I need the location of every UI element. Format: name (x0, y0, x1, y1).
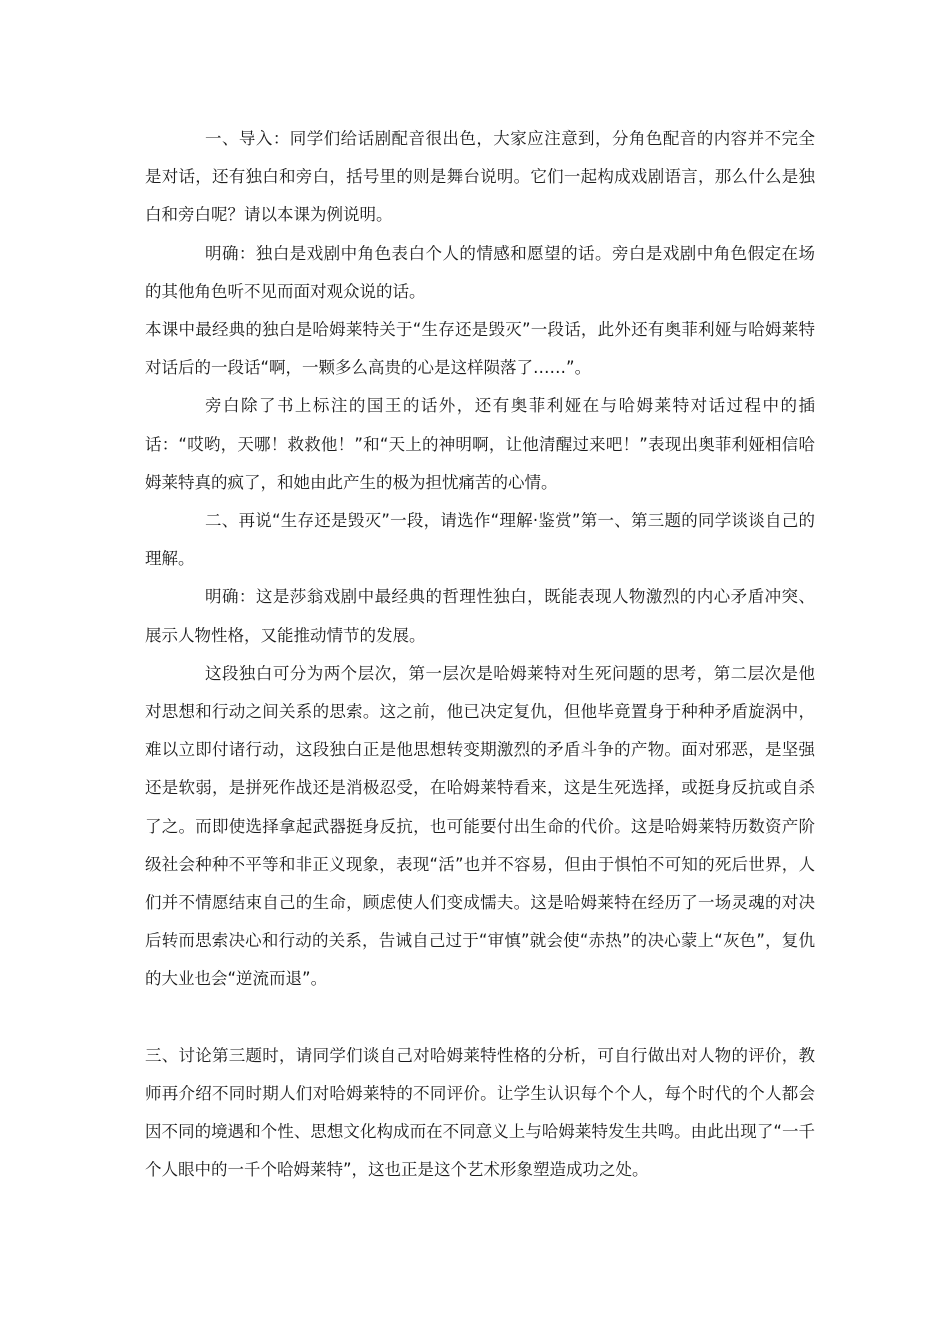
intro-paragraph: 一、导入：同学们给话剧配音很出色，大家应注意到，分角色配音的内容并不完全是对话，还有独白和旁白，括号里的则是舞台说明。它们一起构成戏剧语言，那么什么是独白和旁白呢？请以本课为例说明。 (145, 129, 815, 225)
section-two-paragraph: 二、再说“生存还是毁灭”一段，请选作“理解·鉴赏”第一、第三题的同学谈谈自己的理解。 (145, 511, 815, 569)
philosophy-paragraph: 明确：这是莎翁戏剧中最经典的哲理性独白，既能表现人物激烈的内心矛盾冲突、展示人物性格，又能推动情节的发展。 (145, 587, 815, 645)
classic-monologue-paragraph: 本课中最经典的独白是哈姆莱特关于“生存还是毁灭”一段话，此外还有奥菲利娅与哈姆莱特对话后的一段话“啊，一颗多么高贵的心是这样陨落了……”。 (145, 320, 815, 378)
document-body (145, 120, 815, 1189)
monologue-analysis-paragraph: 这段独白可分为两个层次，第一层次是哈姆莱特对生死问题的思考，第二层次是他对思想和行动之间关系的思索。这之前，他已决定复仇，但他毕竟置身于种种矛盾旋涡中，难以立即付诸行动，这段独白正是他思想转变期激烈的矛盾斗争的产物。面对邪恶，是坚强还是软弱，是拼死作战还是消极忍受，在哈姆莱特看来，这是生死选择，或挺身反抗或自杀了之。而即使选择拿起武器挺身反抗，也可能要付出生命的代价。这是哈姆莱特历数资产阶级社会种种不平等和非正义现象，表现“活”也并不容易，但由于惧怕不可知的死后世界，人们并不情愿结束自己的生命，顾虑使人们变成懦夫。这是哈姆莱特在经历了一场灵魂的对决后转而思索决心和行动的关系，告诫自己过于“审慎”就会使“赤热”的决心蒙上“灰色”，复仇的大业也会“逆流而退”。 (145, 663, 815, 989)
aside-examples-paragraph: 旁白除了书上标注的国王的话外，还有奥菲利娅在与哈姆莱特对话过程中的插话：“哎哟，天哪！救救他！”和“天上的神明啊，让他清醒过来吧！”表现出奥菲利娅相信哈姆莱特真的疯了，和她由此产生的极为担忧痛苦的心情。 (145, 396, 815, 492)
definition-paragraph: 明确：独白是戏剧中角色表白个人的情感和愿望的话。旁白是戏剧中角色假定在场的其他角色听不见而面对观众说的话。 (145, 243, 815, 301)
section-three-paragraph: 三、讨论第三题时，请同学们谈自己对哈姆莱特性格的分析，可自行做出对人物的评价，教师再介绍不同时期人们对哈姆莱特的不同评价。让学生认识每个个人，每个时代的个人都会因不同的境遇和个性、思想文化构成而在不同意义上与哈姆莱特发生共鸣。由此出现了“一千个人眼中的一千个哈姆莱特”，这也正是这个艺术形象塑造成功之处。 (145, 1045, 815, 1180)
